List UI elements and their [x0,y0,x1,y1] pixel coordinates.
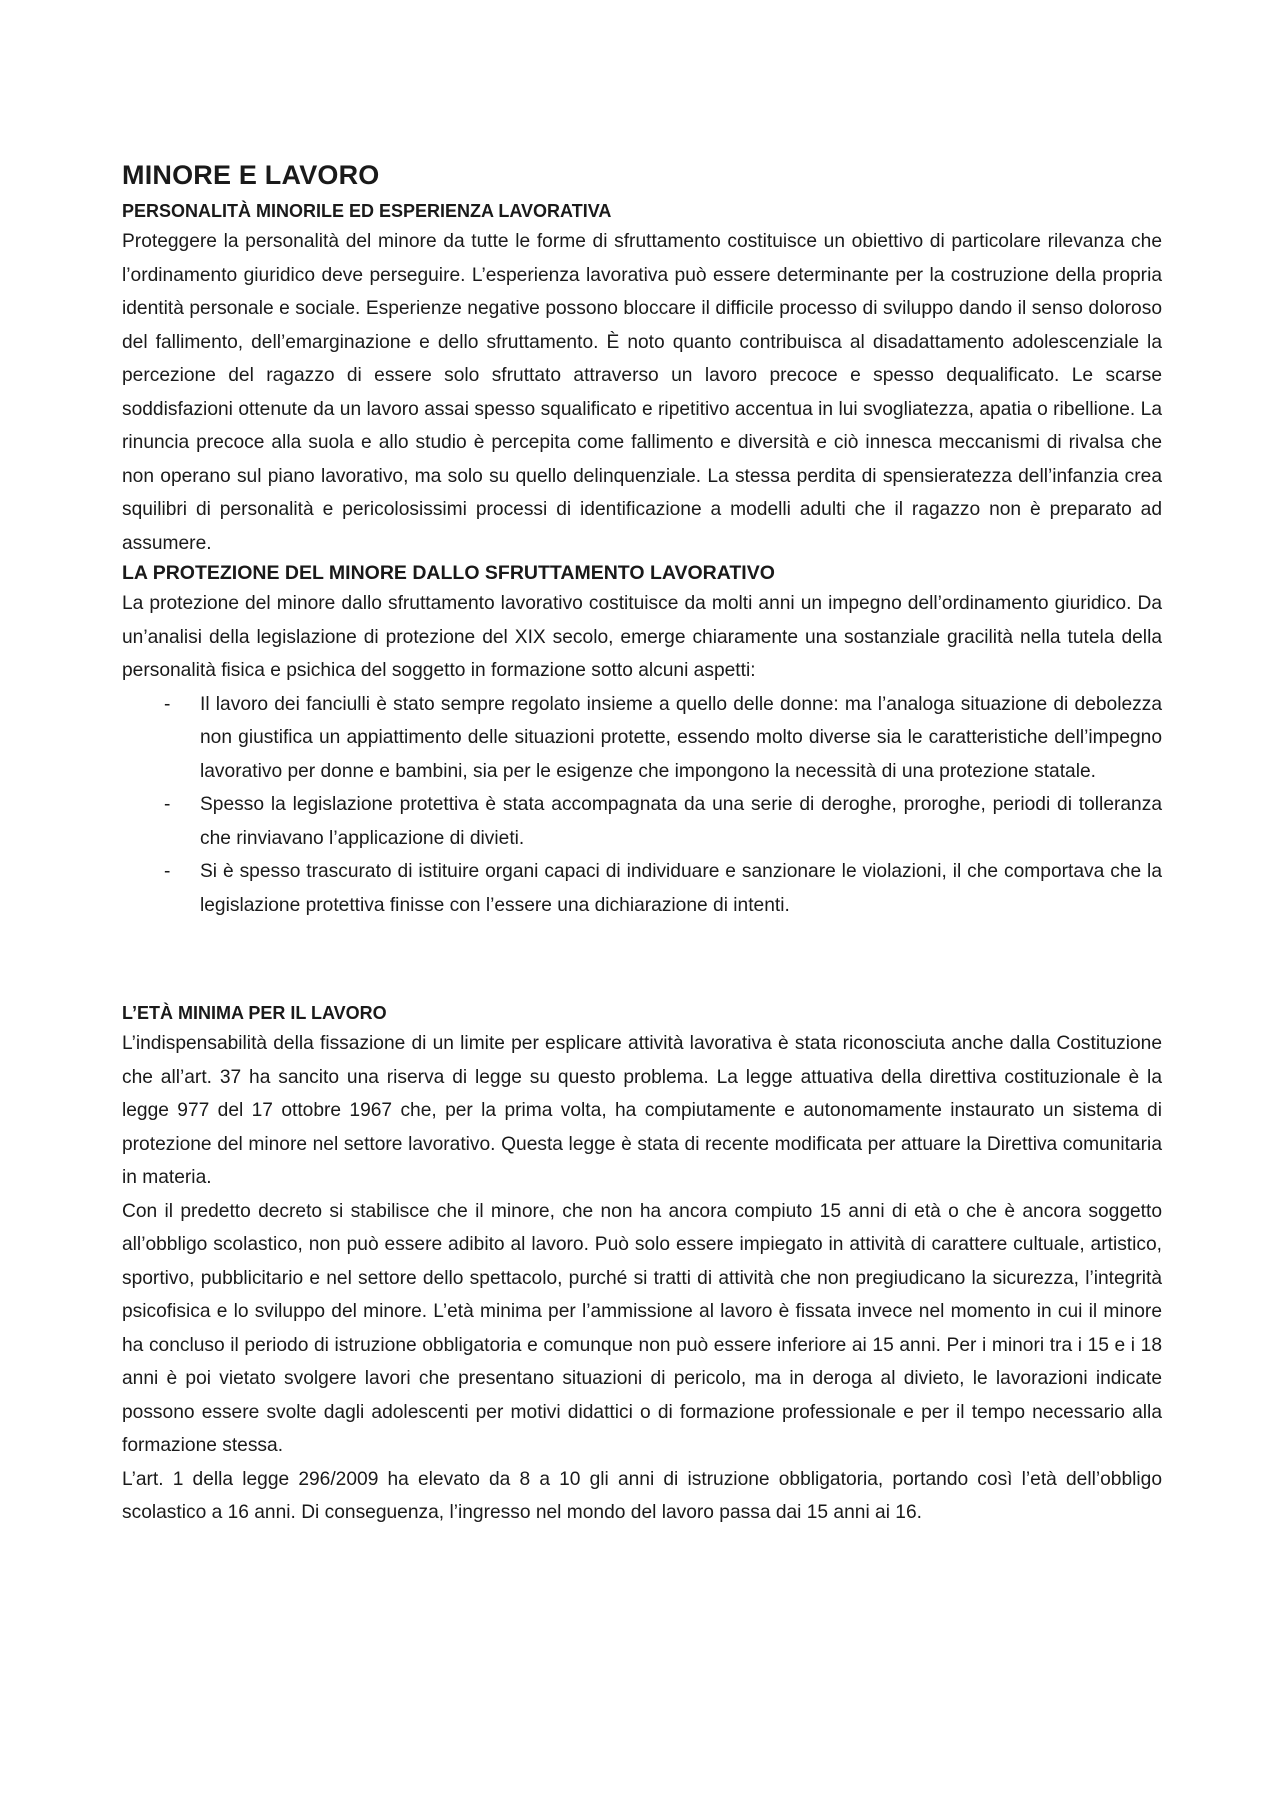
bullet-dash: - [164,861,171,882]
section-heading: LA PROTEZIONE DEL MINORE DALLO SFRUTTAMENTO LAVORATIVO [122,562,775,584]
list-item [122,855,1162,922]
bullet-list [122,688,1162,923]
section-heading: L’ETÀ MINIMA PER IL LAVORO [122,1003,387,1023]
list-item-text: Spesso la legislazione protettiva è stata accompagnata da una serie di deroghe, proroghe, periodi di tolleranza che rinviavano l’applicazione di divieti. [200,794,1162,849]
document-title: MINORE E LAVORO [122,160,380,190]
list-item [122,788,1162,855]
paragraph: Proteggere la personalità del minore da tutte le forme di sfruttamento costituisce un obiettivo di particolare rilevanza che l’ordinamento giuridico deve perseguire. L’esperienza lavorativa può essere determinante per la costruzione della propria identità personale e sociale. Esperienze negative possono bloccare il difficile processo di sviluppo dando il senso doloroso del fallimento, dell’emarginazione e dello sfruttamento. È noto quanto contribuisca al disadattamento adolescenziale la percezione del ragazzo di essere solo sfruttato attraverso un lavoro precoce e spesso dequalificato. Le scarse soddisfazioni ottenute da un lavoro assai spesso squalificato e ripetitivo accentua in lui svogliatezza, apatia o ribellione. La rinuncia precoce alla suola e allo studio è percepita come fallimento e diversità e ciò innesca meccanismi di rivalsa che non operano sul piano lavorativo, ma solo su quello delinquenziale. La stessa perdita di spensieratezza dell’infanzia crea squilibri di personalità e pericolosissimi processi di identificazione a modelli adulti che il ragazzo non è preparato ad assumere. [122,231,1162,554]
list-item [122,688,1162,789]
paragraph: L’indispensabilità della fissazione di un limite per esplicare attività lavorativa è stata riconosciuta anche dalla Costituzione che all’art. 37 ha sancito una riserva di legge su questo problema. La legge attuativa della direttiva costituzionale è la legge 977 del 17 ottobre 1967 che, per la prima volta, ha compiutamente e autonomamente instaurato un sistema di protezione del minore nel settore lavorativo. Questa legge è stata di recente modificata per attuare la Direttiva comunitaria in materia. [122,1033,1162,1188]
section-personalita [122,198,1162,560]
paragraph: La protezione del minore dallo sfruttamento lavorativo costituisce da molti anni un impegno dell’ordinamento giuridico. Da un’analisi della legislazione di protezione del XIX secolo, emerge chiaramente una sostanziale gracilità nella tutela della personalità fisica e psichica del soggetto in formazione sotto alcuni aspetti: [122,593,1162,681]
bullet-dash: - [164,794,171,815]
paragraph: Con il predetto decreto si stabilisce che il minore, che non ha ancora compiuto 15 anni di età o che è ancora soggetto all’obbligo scolastico, non può essere adibito al lavoro. Può solo essere impiegato in attività di carattere cultuale, artistico, sportivo, pubblicitario e nel settore dello spettacolo, purché si tratti di attività che non pregiudicano la sicurezza, l’integrità psicofisica e lo sviluppo del minore. L’età minima per l’ammissione al lavoro è fissata invece nel momento in cui il minore ha concluso il periodo di istruzione obbligatoria e comunque non può essere inferiore ai 15 anni. Per i minori tra i 15 e i 18 anni è poi vietato svolgere lavori che presentano situazioni di pericolo, ma in deroga al divieto, le lavorazioni indicate possono essere svolte dagli adolescenti per motivi didattici o di formazione professionale e per il tempo necessario alla formazione stessa. [122,1200,1162,1456]
document-page [122,158,1162,1530]
bullet-dash: - [164,693,171,715]
section-protezione [122,560,1162,922]
list-item-text: Il lavoro dei fanciulli è stato sempre regolato insieme a quello delle donne: ma l’analoga situazione di debolezza non giustifica un appiattimento delle situazioni protette, essendo molto diverse sia le caratteristiche dell’impegno lavorativo per donne e bambini, sia per le esigenze che impongono la necessità di una protezione statale. [200,693,1162,782]
paragraph: L’art. 1 della legge 296/2009 ha elevato da 8 a 10 gli anni di istruzione obbligatoria, portando così l’età dell’obbligo scolastico a 16 anni. Di conseguenza, l’ingresso nel mondo del lavoro passa dai 15 anni ai 16. [122,1468,1162,1523]
list-item-text: Si è spesso trascurato di istituire organi capaci di individuare e sanzionare le violazioni, il che comportava che la legislazione protettiva finisse con l’essere una dichiarazione di intenti. [200,861,1162,916]
section-heading: PERSONALITÀ MINORILE ED ESPERIENZA LAVORATIVA [122,201,612,221]
section-eta-minima [122,1000,1162,1530]
blank-space [122,922,1162,1000]
